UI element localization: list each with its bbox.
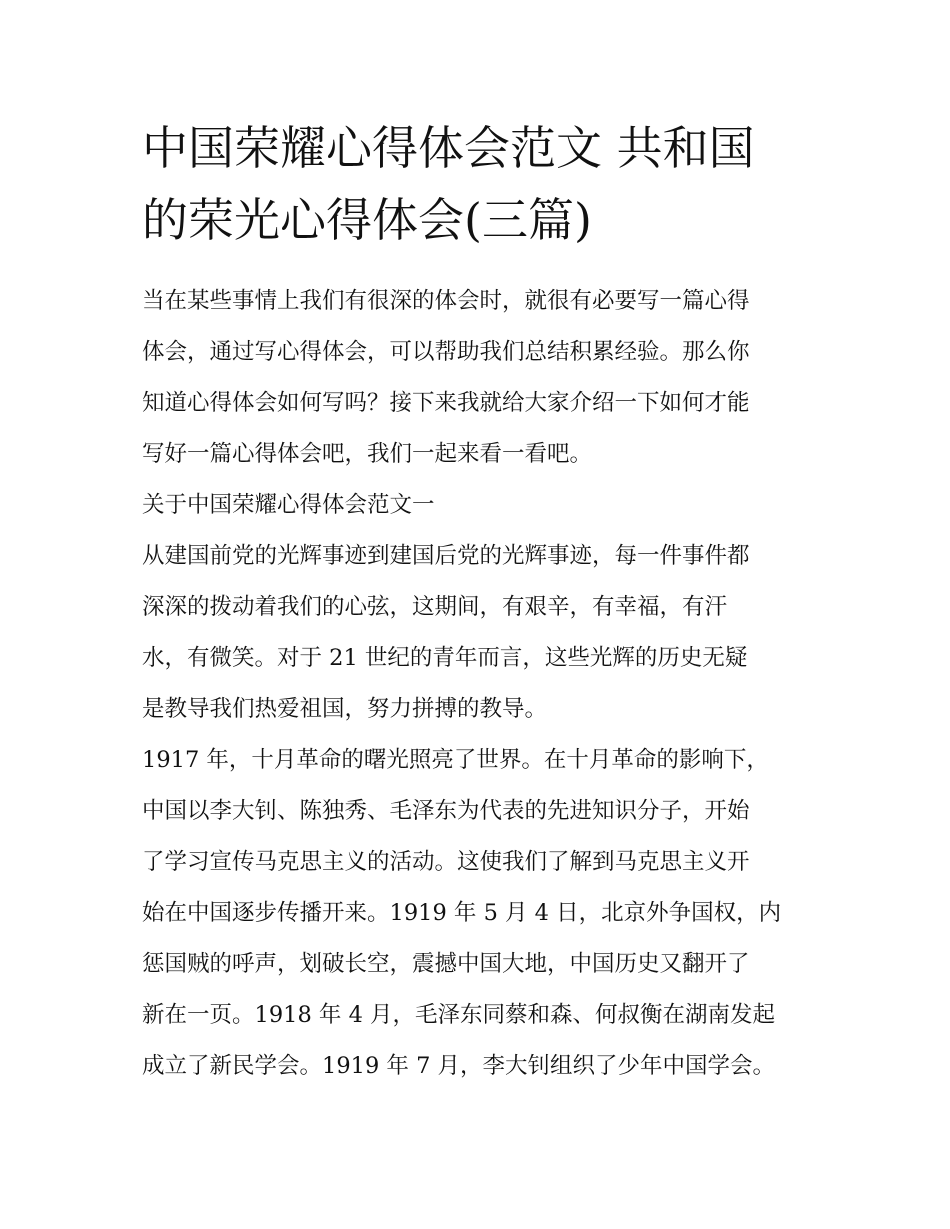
paragraph-line: 成立了新民学会。1919 年 7 月，李大钊组织了少年中国学会。 [142,1053,776,1079]
intro-line: 体会，通过写心得体会，可以帮助我们总结积累经验。那么你 [142,339,750,365]
paragraph-line: 是教导我们热爱祖国，努力拼搏的教导。 [142,696,548,722]
title-line: 的荣光心得体会(三篇) [142,193,592,247]
section-heading: 关于中国荣耀心得体会范文一 [142,492,435,518]
paragraph-line: 新在一页。1918 年 4 月，毛泽东同蔡和森、何叔衡在湖南发起 [142,1002,776,1028]
paragraph-line: 水，有微笑。对于 21 世纪的青年而言，这些光辉的历史无疑 [142,645,748,671]
paragraph-line: 从建国前党的光辉事迹到建国后党的光辉事迹，每一件事件都 [142,543,750,569]
document-body [142,276,822,1092]
paragraph-line: 惩国贼的呼声，划破长空，震撼中国大地，中国历史又翻开了 [142,951,750,977]
title-line: 中国荣耀心得体会范文 共和国 [142,121,755,175]
intro-line: 知道心得体会如何写吗？接下来我就给大家介绍一下如何才能 [142,390,750,416]
document-title [142,112,822,256]
paragraph-line: 中国以李大钊、陈独秀、毛泽东为代表的先进知识分子，开始 [142,798,750,824]
paragraph-line: 深深的拨动着我们的心弦，这期间，有艰辛，有幸福，有汗 [142,594,728,620]
intro-line: 当在某些事情上我们有很深的体会时，就很有必要写一篇心得 [142,288,750,314]
paragraph-line: 了学习宣传马克思主义的活动。这使我们了解到马克思主义开 [142,849,750,875]
paragraph-line: 始在中国逐步传播开来。1919 年 5 月 4 日，北京外争国权，内 [142,900,782,926]
paragraph-line: 1917 年，十月革命的曙光照亮了世界。在十月革命的影响下， [142,747,769,773]
intro-line: 写好一篇心得体会吧，我们一起来看一看吧。 [142,441,593,467]
